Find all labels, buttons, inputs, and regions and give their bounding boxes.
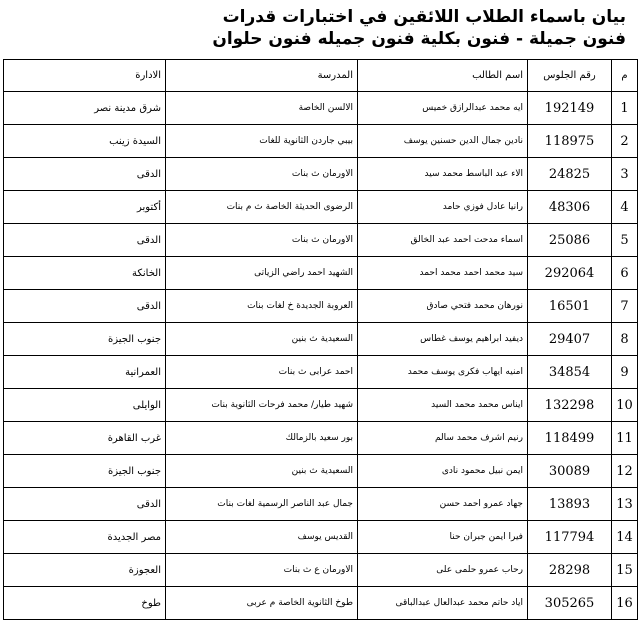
row-administration: غرب القاهرة <box>4 422 166 455</box>
row-index: 15 <box>612 554 638 587</box>
row-seat-number: 16501 <box>528 290 612 323</box>
row-index: 8 <box>612 323 638 356</box>
table-row <box>4 488 638 521</box>
row-index: 11 <box>612 422 638 455</box>
row-seat-number: 34854 <box>528 356 612 389</box>
table-row <box>4 554 638 587</box>
row-student-name: جهاد عمرو احمد حسن <box>358 488 528 521</box>
table-row <box>4 191 638 224</box>
table-row <box>4 257 638 290</box>
row-student-name: نورهان محمد فتحي صادق <box>358 290 528 323</box>
row-school: القديس يوسف <box>166 521 358 554</box>
header-administration: الادارة <box>4 60 166 92</box>
table-row <box>4 587 638 620</box>
row-school: الشهيد احمد راضي الزياتى <box>166 257 358 290</box>
table-header-row <box>4 60 638 92</box>
row-student-name: ايه محمد عبدالرازق خميس <box>358 92 528 125</box>
row-seat-number: 132298 <box>528 389 612 422</box>
row-school: الالسن الخاصة <box>166 92 358 125</box>
row-index: 14 <box>612 521 638 554</box>
row-school: الاورمان ع ث بنات <box>166 554 358 587</box>
row-student-name: ايناس محمد محمد السيد <box>358 389 528 422</box>
table-row <box>4 125 638 158</box>
row-seat-number: 117794 <box>528 521 612 554</box>
row-student-name: سيد محمد احمد محمد احمد <box>358 257 528 290</box>
row-seat-number: 192149 <box>528 92 612 125</box>
row-index: 2 <box>612 125 638 158</box>
row-administration: طوخ <box>4 587 166 620</box>
header-school: المدرسة <box>166 60 358 92</box>
table-row <box>4 158 638 191</box>
row-student-name: رحاب عمرو حلمى على <box>358 554 528 587</box>
row-seat-number: 25086 <box>528 224 612 257</box>
row-index: 6 <box>612 257 638 290</box>
row-seat-number: 292064 <box>528 257 612 290</box>
table-row <box>4 356 638 389</box>
row-student-name: الاء عبد الباسط محمد سيد <box>358 158 528 191</box>
row-index: 10 <box>612 389 638 422</box>
row-seat-number: 118975 <box>528 125 612 158</box>
row-administration: الدقى <box>4 290 166 323</box>
row-administration: الوايلى <box>4 389 166 422</box>
row-school: السعيدية ث بنين <box>166 323 358 356</box>
row-school: بيبي جاردن الثانوية للغات <box>166 125 358 158</box>
row-administration: العجوزة <box>4 554 166 587</box>
row-seat-number: 305265 <box>528 587 612 620</box>
row-index: 4 <box>612 191 638 224</box>
row-student-name: ايمن نبيل محمود نادى <box>358 455 528 488</box>
row-index: 5 <box>612 224 638 257</box>
table-row <box>4 422 638 455</box>
row-student-name: نادين جمال الدين حسنين يوسف <box>358 125 528 158</box>
row-student-name: رانيا عادل فوزي حامد <box>358 191 528 224</box>
row-administration: الدقى <box>4 158 166 191</box>
document-title <box>0 0 640 58</box>
row-administration: الخانكة <box>4 257 166 290</box>
row-student-name: اسماء مدحت احمد عبد الخالق <box>358 224 528 257</box>
table-row <box>4 521 638 554</box>
row-school: جمال عبد الناصر الرسمية لغات بنات <box>166 488 358 521</box>
row-student-name: اياد حاتم محمد عبدالعال عبدالباقى <box>358 587 528 620</box>
row-index: 3 <box>612 158 638 191</box>
title-line-2: فنون جميلة - فنون بكلية فنون جميله فنون حلوان <box>212 29 626 49</box>
row-index: 12 <box>612 455 638 488</box>
row-index: 16 <box>612 587 638 620</box>
row-administration: العمرانية <box>4 356 166 389</box>
row-seat-number: 24825 <box>528 158 612 191</box>
row-student-name: ديفيد ابراهيم يوسف غطاس <box>358 323 528 356</box>
row-seat-number: 13893 <box>528 488 612 521</box>
row-administration: الدقى <box>4 224 166 257</box>
row-index: 7 <box>612 290 638 323</box>
row-index: 1 <box>612 92 638 125</box>
row-index: 13 <box>612 488 638 521</box>
row-seat-number: 29407 <box>528 323 612 356</box>
row-seat-number: 28298 <box>528 554 612 587</box>
row-student-name: فيرا ايمن جبران حنا <box>358 521 528 554</box>
row-index: 9 <box>612 356 638 389</box>
row-school: شهيد طيار/ محمد فرحات الثانوية بنات <box>166 389 358 422</box>
table-row <box>4 323 638 356</box>
row-seat-number: 30089 <box>528 455 612 488</box>
title-line-1: بيان باسماء الطلاب اللائقين في اختبارات قدرات <box>222 7 626 27</box>
row-seat-number: 48306 <box>528 191 612 224</box>
row-student-name: رنيم اشرف محمد سالم <box>358 422 528 455</box>
row-school: الاورمان ث بنات <box>166 224 358 257</box>
row-school: طوخ الثانوية الخاصة م عربى <box>166 587 358 620</box>
row-administration: السيدة زينب <box>4 125 166 158</box>
row-school: الرضوى الحديثة الخاصة ث م بنات <box>166 191 358 224</box>
header-seat-number: رقم الجلوس <box>528 60 612 92</box>
row-administration: جنوب الجيزة <box>4 455 166 488</box>
row-school: العروبة الجديدة خ لغات بنات <box>166 290 358 323</box>
row-school: بور سعيد بالزمالك <box>166 422 358 455</box>
table-row <box>4 224 638 257</box>
row-administration: شرق مدينة نصر <box>4 92 166 125</box>
students-table <box>3 59 638 620</box>
row-seat-number: 118499 <box>528 422 612 455</box>
header-index: م <box>612 60 638 92</box>
row-school: الاورمان ث بنات <box>166 158 358 191</box>
row-administration: أكتوبر <box>4 191 166 224</box>
table-row <box>4 290 638 323</box>
row-administration: مصر الجديدة <box>4 521 166 554</box>
header-student-name: اسم الطالب <box>358 60 528 92</box>
row-administration: الدقى <box>4 488 166 521</box>
row-administration: جنوب الجيزة <box>4 323 166 356</box>
table-row <box>4 455 638 488</box>
row-school: السعيدية ث بنين <box>166 455 358 488</box>
row-student-name: امنيه ايهاب فكرى يوسف محمد <box>358 356 528 389</box>
row-school: احمد عرابى ث بنات <box>166 356 358 389</box>
table-row <box>4 92 638 125</box>
table-row <box>4 389 638 422</box>
